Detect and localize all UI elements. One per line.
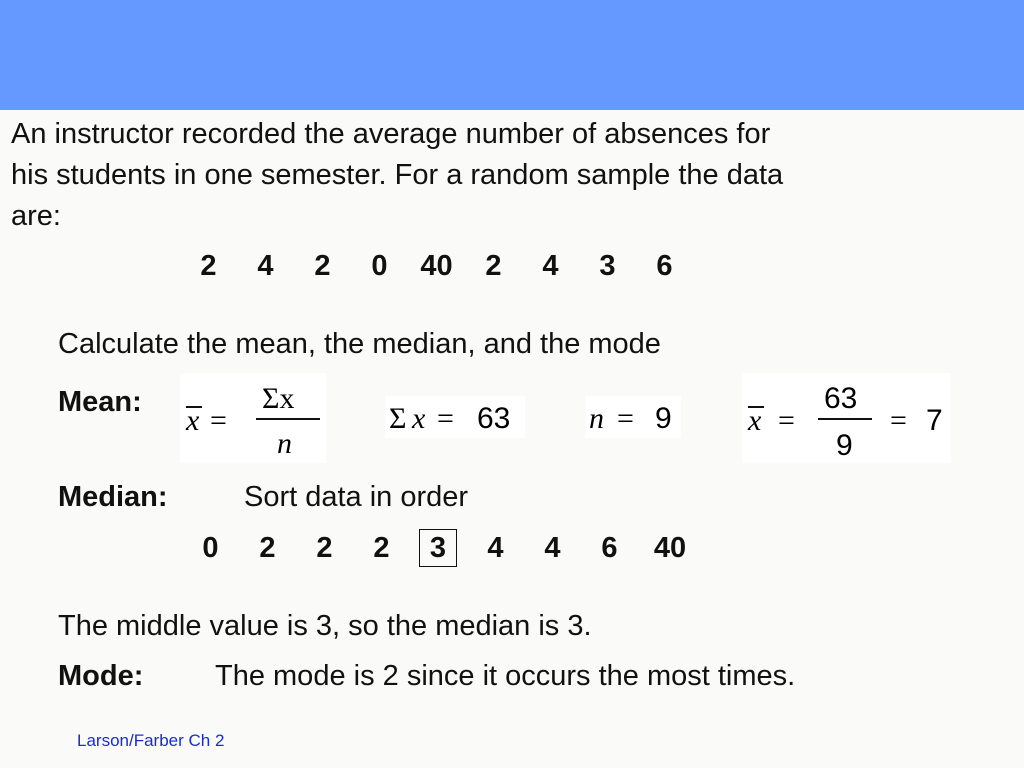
mode-label: Mode: <box>58 660 144 692</box>
mean-result-formula <box>742 373 951 463</box>
sorted-value: 4 <box>487 532 504 564</box>
sorted-value: 0 <box>202 532 219 564</box>
equals-sign: = <box>210 404 227 437</box>
sorted-value: 2 <box>373 532 390 564</box>
sorted-value: 2 <box>259 532 276 564</box>
x-bar-symbol: x <box>186 404 200 437</box>
sum-value: 63 <box>477 402 511 435</box>
median-label: Median: <box>58 481 168 513</box>
data-value: 2 <box>314 250 331 282</box>
data-value: 40 <box>420 250 453 282</box>
sorted-value: 4 <box>544 532 561 564</box>
n-value-formula <box>585 396 681 438</box>
equals-sign: = <box>890 404 907 437</box>
sorted-value: 40 <box>653 532 687 564</box>
equals-sign: = <box>617 402 634 435</box>
result-numerator: 63 <box>824 382 858 415</box>
result-denominator: 9 <box>836 429 853 462</box>
task-instruction: Calculate the mean, the median, and the mode <box>58 328 661 360</box>
formula-sum: Σx <box>262 382 295 415</box>
data-value: 4 <box>542 250 559 282</box>
data-value: 2 <box>200 250 217 282</box>
header-bar <box>0 0 1024 110</box>
median-value-box: 3 <box>419 529 457 567</box>
mode-explanation: The mode is 2 since it occurs the most times. <box>215 660 796 692</box>
problem-statement: An instructor recorded the average number of absences for his students in one semester. For a random sample the data are: <box>11 118 784 232</box>
n-symbol: n <box>589 402 604 435</box>
data-value: 2 <box>485 250 502 282</box>
formula-n: n <box>277 427 292 460</box>
mean-result: 7 <box>926 404 943 437</box>
x-bar-symbol: x <box>748 404 762 437</box>
equals-sign: = <box>778 404 795 437</box>
median-instruction: Sort data in order <box>244 481 469 513</box>
data-value: 4 <box>257 250 274 282</box>
mean-label: Mean: <box>58 386 142 418</box>
raw-data-row <box>180 246 693 286</box>
median-conclusion: The middle value is 3, so the median is 3. <box>58 610 592 642</box>
n-value: 9 <box>655 402 672 435</box>
sorted-value: 6 <box>601 532 618 564</box>
sum-value-formula <box>385 396 525 438</box>
sum-symbol: Σ <box>389 402 407 435</box>
data-value: 0 <box>371 250 388 282</box>
data-value: 6 <box>656 250 673 282</box>
equals-sign: = <box>437 402 454 435</box>
footer-citation: Larson/Farber Ch 2 <box>77 731 225 750</box>
sorted-data-row <box>182 528 702 568</box>
x-symbol: x <box>412 402 426 435</box>
mean-formula <box>180 373 326 463</box>
sorted-value: 2 <box>316 532 333 564</box>
data-value: 3 <box>599 250 616 282</box>
